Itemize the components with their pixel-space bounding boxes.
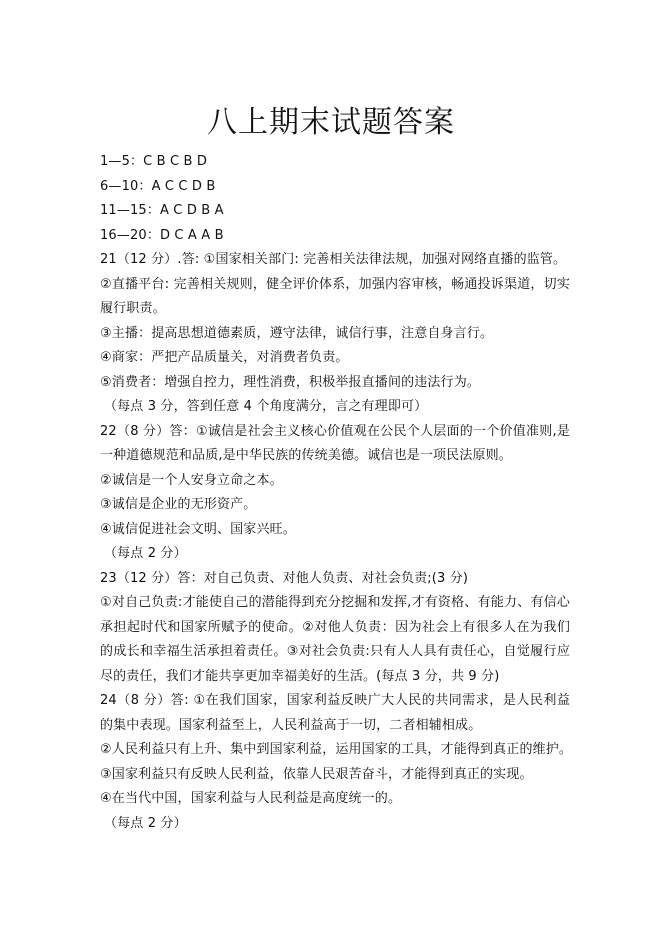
q24-point-2: ②人民利益只有上升、集中到国家利益，运用国家的工具，才能得到真正的维护。	[100, 742, 573, 757]
q22-scoring-note: （每点 2 分）	[104, 546, 187, 561]
choice-answers-6-10: 6—10：A C C D B	[100, 178, 216, 194]
page-title: 八上期末试题答案	[207, 105, 455, 140]
q21-point-3: ③主播：提高思想道德素质，遵守法律，诚信行事，注意自身言行。	[100, 325, 494, 341]
q21-point-4: ④商家：严把产品质量关，对消费者负责。	[100, 350, 349, 365]
q22-header: 22（8 分）答：①诚信是社会主义核心价值观在公民个人层面的一个价值准则,是一种道德规范和品质,是中华民族的传统美德。诚信也是一项民法原则。	[100, 423, 570, 463]
q24-header: 24（8 分）答: ①在我们国家，国家利益反映广大人民的共同需求，是人民利益的集中表现。国家利益至上，人民利益高于一切，二者相辅相成。	[100, 693, 570, 733]
q23-body: ①对自己负责:才能使自己的潜能得到充分挖掘和发挥,才有资格、有能力、有信心承担起时代和国家所赋予的使命。②对他人负责：因为社会上有很多人在为我们的成长和幸福生活承担着责任。③对社会负责:只有人人具有责任心，自觉履行应尽的责任，我们才能共享更加幸福美好的生活。(每点 3 分，共 9 分)	[100, 595, 570, 684]
choice-answers-1-5: 1—5：C B C B D	[100, 154, 208, 169]
q22-point-2: ②诚信是一个人安身立命之本。	[100, 472, 283, 488]
q21-point-2: ②直播平台: 完善相关规则，健全评价体系，加强内容审核，畅通投诉渠道，切实履行职责。	[100, 276, 570, 316]
q24-point-3: ③国家利益只有反映人民利益，依靠人民艰苦奋斗，才能得到真正的实现。	[100, 766, 533, 782]
answer-content	[100, 150, 573, 836]
q21-header: 21（12 分）.答: ①国家相关部门: 完善相关法律法规，加强对网络直播的监管。	[100, 252, 567, 267]
choice-answers-11-15: 11—15：A C D B A	[100, 203, 224, 218]
q24-point-4: ④在当代中国，国家利益与人民利益是高度统一的。	[100, 791, 402, 806]
q22-point-4: ④诚信促进社会文明、国家兴旺。	[100, 521, 296, 537]
q23-header: 23（12 分）答：对自己负责、对他人负责、对社会负责;(3 分)	[100, 570, 469, 586]
q21-point-5: ⑤消费者：增强自控力，理性消费，积极举报直播间的违法行为。	[100, 374, 481, 390]
q22-point-3: ③诚信是企业的无形资产。	[100, 497, 257, 512]
q21-scoring-note: （每点 3 分，答到任意 4 个角度满分，言之有理即可）	[104, 399, 428, 414]
choice-answers-16-20: 16—20：D C A A B	[100, 227, 224, 243]
q24-scoring-note: （每点 2 分）	[104, 815, 187, 831]
